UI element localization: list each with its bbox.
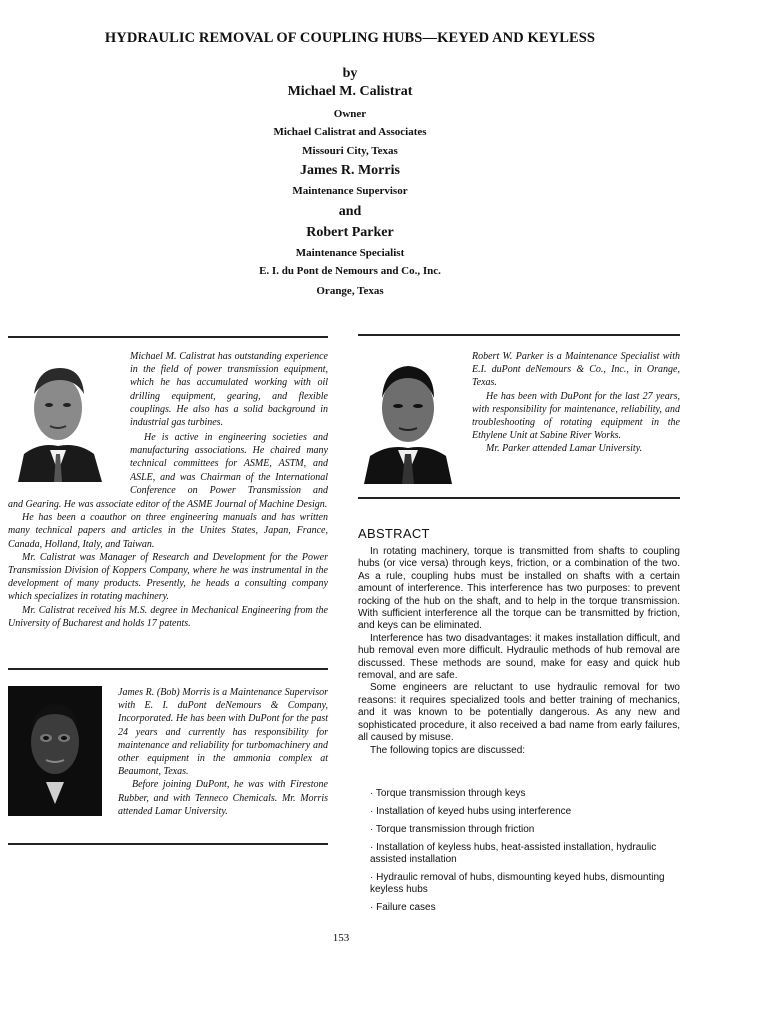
bio-calistrat-paragraph-1: Michael M. Calistrat has outstanding experience in the field of power transmission equipment, which he has accumulated working with oil drilling equipment, gearing, and flexible couplings. He also has a solid background in industrial gas turbines.: [130, 351, 328, 429]
list-item: · Torque transmission through friction: [370, 823, 535, 835]
list-item: · Installation of keyless hubs, heat-assisted installation, hydraulic assisted installation: [370, 841, 657, 866]
by-line: by: [342, 66, 358, 81]
bio-parker: [472, 350, 680, 456]
paper-title: HYDRAULIC REMOVAL OF COUPLING HUBS—KEYED AND KEYLESS: [104, 30, 596, 46]
author-photo-calistrat: [10, 350, 106, 482]
divider-rule: [358, 334, 680, 336]
divider-rule: [8, 843, 328, 845]
page-number: 153: [332, 932, 350, 944]
abstract-paragraph-4: The following topics are discussed:: [370, 744, 526, 756]
bio-calistrat-paragraph-3: He has been a coauthor on three engineering manuals and has written many technical papers and articles in the Unites States, Japan, France, Canada, Holland, Italy, and Taiwan.: [8, 512, 328, 550]
abstract-paragraph-2: Interference has two disadvantages: it makes installation difficult, and hub removal even more difficult. Hydraulic methods of hub removal are discussed. These methods are sound, make for easy and quick hub removal, and are safe.: [358, 632, 680, 682]
and-line: and: [338, 204, 362, 219]
bio-parker-paragraph-2: He has been with DuPont for the last 27 years, with responsibility for maintenance, reliability, and troubleshooting of rotating equipment in the Ethylene Unit at Sabine River Works.: [472, 390, 680, 442]
author-title-morris: Maintenance Supervisor: [292, 185, 408, 197]
bio-morris-paragraph-2: Before joining DuPont, he was with Firestone Rubber, and with Tenneco Chemicals. Mr. Morris attended Lamar University.: [118, 779, 328, 817]
topics-list: [358, 788, 680, 920]
abstract-paragraph-3: Some engineers are reluctant to use hydraulic removal for two reasons: it requires specialized tools and better training of mechanics, and it was known to be potentially dangerous. As any new and sophisticated procedure, it also received a bad name from early failures, all caused by misuse.: [358, 682, 680, 744]
bio-morris: [118, 686, 328, 818]
author-company-parker: E. I. du Pont de Nemours and Co., Inc.: [259, 265, 441, 277]
abstract-heading: ABSTRACT: [358, 526, 430, 541]
bio-calistrat-paragraph-4: Mr. Calistrat was Manager of Research and Development for the Power Transmission Division of Koppers Company, where he was instrumental in the development of many products. Presently, he heads a consulting company which specializes in rotating machinery.: [8, 551, 328, 603]
author-location-calistrat: Missouri City, Texas: [302, 145, 398, 157]
author-name-parker: Robert Parker: [306, 225, 394, 240]
author-location-parker: Orange, Texas: [316, 285, 384, 297]
divider-rule: [8, 668, 328, 670]
bio-morris-paragraph-1: James R. (Bob) Morris is a Maintenance Supervisor with E. I. duPont deNemours & Company, Incorporated. He has been with DuPont for the past 24 years and currently has responsibility for maintenance and reliability for turbomachinery and other equipment in the ammonia complex at Beaumont, Texas.: [118, 687, 328, 778]
author-title-calistrat: Owner: [333, 108, 367, 120]
bio-calistrat-bottom: [8, 498, 328, 630]
author-photo-morris: [8, 686, 102, 816]
bio-calistrat-paragraph-2: He is active in engineering societies and manufacturing associations. He chaired many technical committees for ASME, ASTM, and ASLE, and was Chairman of the International Conference on Power Transmission and: [130, 432, 328, 496]
list-item: · Installation of keyed hubs using interference: [370, 805, 572, 817]
list-item: · Failure cases: [370, 902, 436, 914]
author-photo-parker: [360, 350, 456, 484]
divider-rule: [358, 497, 680, 499]
list-item: · Torque transmission through keys: [370, 788, 526, 799]
bio-parker-paragraph-1: Robert W. Parker is a Maintenance Specialist with E.I. duPont deNemours & Co., Inc., in Orange, Texas.: [472, 351, 680, 389]
bio-calistrat-middle: [130, 431, 328, 497]
bio-calistrat-top: [130, 350, 328, 429]
abstract-body: [358, 546, 680, 757]
list-item: · Hydraulic removal of hubs, dismounting keyed hubs, dismounting keyless hubs: [370, 872, 665, 896]
bio-calistrat-conference-line: and Gearing. He was associate editor of the ASME Journal of Machine Design.: [8, 499, 328, 510]
bio-calistrat-paragraph-5: Mr. Calistrat received his M.S. degree in Mechanical Engineering from the University of Bucharest and holds 17 patents.: [8, 604, 328, 629]
author-name-calistrat: Michael M. Calistrat: [287, 84, 413, 99]
abstract-paragraph-1: In rotating machinery, torque is transmitted from shafts to coupling hubs (or vice versa) through keys, friction, or a combination of the two. As a rule, coupling hubs must be installed on shafts with a certain amount of interference. This interference has two purposes: to prevent rocking of the hub on the shaft, and to help in the torque transmission. With sufficient interference all the torque can be transmitted by friction, and keys can be eliminated.: [358, 546, 680, 632]
author-title-parker: Maintenance Specialist: [295, 247, 405, 259]
author-name-morris: James R. Morris: [300, 163, 400, 178]
bio-parker-paragraph-3: Mr. Parker attended Lamar University.: [486, 443, 643, 455]
author-company-calistrat: Michael Calistrat and Associates: [273, 126, 427, 138]
divider-rule: [8, 336, 328, 338]
